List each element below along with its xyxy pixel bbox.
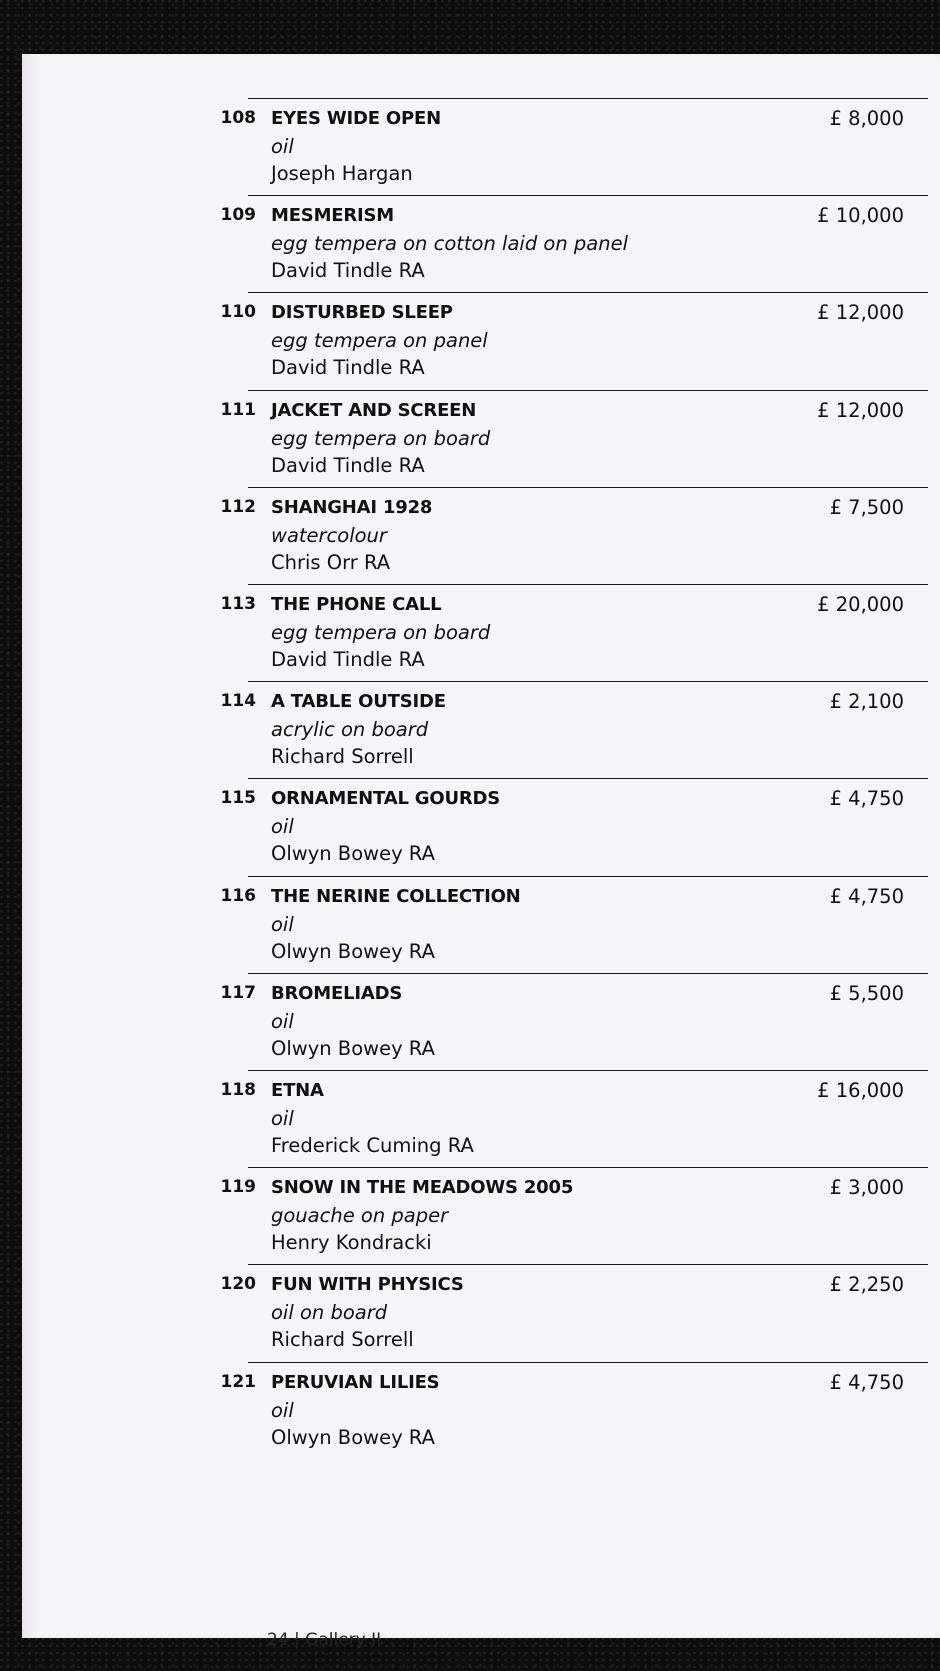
entry-price: £ 16,000 — [817, 1079, 904, 1102]
catalogue-entry — [22, 1362, 940, 1459]
entry-price: £ 4,750 — [829, 787, 904, 811]
entry-medium: oil — [271, 912, 294, 936]
entry-artist: Olwyn Bowey RA — [271, 842, 435, 866]
entry-price: £ 8,000 — [829, 107, 904, 130]
entry-price: £ 20,000 — [817, 593, 904, 616]
catalogue-entry — [22, 876, 940, 973]
entry-artist: David Tindle RA — [271, 648, 425, 671]
entry-artist: Olwyn Bowey RA — [271, 1036, 435, 1060]
entry-title: SHANGHAI 1928 — [271, 496, 433, 518]
entry-number — [182, 1080, 256, 1100]
catalogue-entry — [22, 778, 940, 875]
entry-title: BROMELIADS — [271, 982, 403, 1004]
entry-divider — [248, 390, 928, 391]
entry-divider — [248, 681, 928, 682]
entry-number-text: 110 — [220, 302, 256, 323]
entry-title: ETNA — [271, 1080, 324, 1101]
entry-artist: Richard Sorrell — [271, 745, 414, 769]
entry-medium: acrylic on board — [271, 718, 429, 742]
entry-number — [182, 302, 256, 322]
entry-artist: David Tindle RA — [271, 453, 425, 477]
entry-artist: Joseph Hargan — [271, 162, 413, 185]
entry-artist: Chris Orr RA — [271, 550, 391, 574]
catalogue-entry — [22, 390, 940, 487]
entry-divider — [248, 98, 928, 99]
page-gutter — [22, 54, 40, 1638]
entry-title: EYES WIDE OPEN — [271, 108, 441, 129]
entry-number — [182, 983, 256, 1003]
entry-artist: Richard Sorrell — [271, 1328, 414, 1352]
entry-number-text: 118 — [220, 1080, 256, 1100]
entry-medium: oil — [271, 1009, 294, 1033]
entry-artist: Olwyn Bowey RA — [271, 1425, 435, 1449]
entry-price: £ 4,750 — [829, 1370, 904, 1394]
entry-price: £ 5,500 — [829, 981, 904, 1005]
entry-artist: Olwyn Bowey RA — [271, 939, 435, 963]
entry-title: SNOW IN THE MEADOWS 2005 — [271, 1177, 574, 1199]
entry-title: MESMERISM — [271, 205, 395, 227]
catalogue-entry — [22, 195, 940, 292]
entry-divider — [248, 584, 928, 585]
entry-medium: oil — [271, 135, 294, 158]
entry-price: £ 7,500 — [829, 495, 904, 519]
entry-number — [182, 1372, 256, 1392]
entry-number — [182, 691, 256, 711]
entry-title: A TABLE OUTSIDE — [271, 691, 446, 713]
catalogue-entry — [22, 292, 940, 389]
entry-divider — [248, 292, 928, 293]
entry-number — [182, 886, 256, 906]
entry-price: £ 2,250 — [829, 1273, 904, 1297]
entry-number — [182, 497, 256, 517]
entry-medium: watercolour — [271, 523, 387, 547]
entry-number-text: 112 — [220, 496, 256, 517]
catalogue-entry — [22, 584, 940, 681]
entry-title: FUN WITH PHYSICS — [271, 1274, 464, 1296]
entry-medium: oil on board — [271, 1301, 388, 1325]
entry-number-text: 121 — [220, 1371, 256, 1392]
entry-medium: egg tempera on panel — [271, 329, 488, 353]
entry-price: £ 4,750 — [829, 884, 904, 908]
entry-divider — [248, 1070, 928, 1071]
entry-price: £ 10,000 — [817, 204, 904, 228]
entry-number-text: 120 — [220, 1274, 256, 1295]
entry-medium: gouache on paper — [271, 1204, 449, 1228]
entry-number-text: 116 — [220, 885, 256, 906]
entry-number — [182, 400, 256, 420]
entry-artist: Henry Kondracki — [271, 1231, 432, 1255]
entry-price: £ 12,000 — [817, 398, 904, 422]
entry-medium: egg tempera on board — [271, 426, 491, 450]
entry-artist: David Tindle RA — [271, 356, 425, 380]
entry-number-text: 113 — [220, 594, 256, 614]
entry-number — [182, 594, 256, 614]
entry-title: THE PHONE CALL — [271, 594, 442, 615]
entry-number-text: 108 — [220, 108, 256, 128]
catalogue-entry — [22, 1264, 940, 1361]
entry-divider — [248, 195, 928, 196]
entry-divider — [248, 1264, 928, 1265]
entry-price: £ 3,000 — [829, 1176, 904, 1200]
entry-title: THE NERINE COLLECTION — [271, 885, 521, 907]
catalogue-entry — [22, 973, 940, 1070]
entry-divider — [248, 1362, 928, 1363]
entry-artist: David Tindle RA — [271, 259, 425, 283]
entry-number — [182, 1274, 256, 1294]
entry-title: DISTURBED SLEEP — [271, 302, 453, 324]
entry-artist: Frederick Cuming RA — [271, 1134, 474, 1157]
entry-medium: egg tempera on board — [271, 621, 491, 644]
entry-number — [182, 788, 256, 808]
catalogue-entry — [22, 1070, 940, 1167]
entry-divider — [248, 876, 928, 877]
page-footer: 24 | Gallery II — [267, 1630, 382, 1650]
catalogue-entry — [22, 1167, 940, 1264]
entry-medium: egg tempera on cotton laid on panel — [271, 232, 628, 256]
catalogue-entry — [22, 98, 940, 195]
entry-number — [182, 205, 256, 225]
entry-price: £ 12,000 — [817, 301, 904, 325]
entry-number-text: 119 — [220, 1177, 256, 1198]
entry-number — [182, 1177, 256, 1197]
entry-number-text: 109 — [220, 205, 256, 226]
entry-number — [182, 108, 256, 128]
entry-divider — [248, 973, 928, 974]
catalogue-entry — [22, 681, 940, 778]
entry-number-text: 115 — [220, 788, 256, 809]
entry-divider — [248, 1167, 928, 1168]
entry-title: JACKET AND SCREEN — [271, 399, 477, 421]
entry-price: £ 2,100 — [829, 690, 904, 714]
entry-number-text: 117 — [220, 982, 256, 1003]
entry-divider — [248, 487, 928, 488]
entry-number-text: 111 — [220, 399, 256, 420]
catalogue-entry — [22, 487, 940, 584]
entry-divider — [248, 778, 928, 779]
catalogue-page — [22, 54, 940, 1650]
entry-title: PERUVIAN LILIES — [271, 1371, 440, 1393]
entry-medium: oil — [271, 815, 294, 839]
entry-medium: oil — [271, 1107, 294, 1130]
entry-number-text: 114 — [220, 691, 256, 712]
entry-title: ORNAMENTAL GOURDS — [271, 788, 501, 810]
entry-medium: oil — [271, 1398, 294, 1422]
